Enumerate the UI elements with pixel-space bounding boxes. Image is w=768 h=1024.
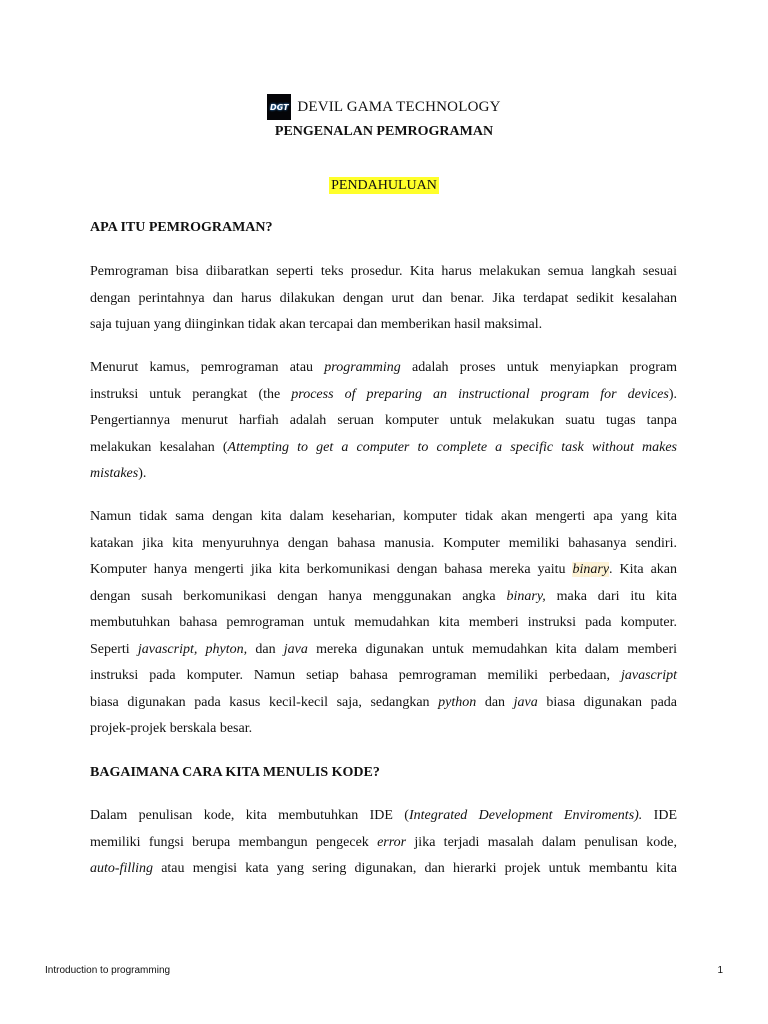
paragraph-line: Menurut kamus, pemrograman atau programming adalah proses untuk menyiapkan program: [90, 360, 678, 375]
paragraph-line: melakukan kesalahan (Attempting to get a computer to complete a specific task without makes: [90, 439, 678, 455]
paragraph-1: [90, 259, 677, 339]
paragraph-3: [90, 504, 677, 743]
paragraph-line: instruksi untuk perangkat (the process of preparing an instructional program for devices).: [90, 386, 678, 402]
paragraph-line: dengan susah berkomunikasi dengan hanya menggunakan angka binary, maka dari itu kita: [90, 588, 678, 604]
heading-apa-itu: APA ITU PEMROGRAMAN?: [90, 220, 273, 235]
paragraph-line: Pemrograman bisa diibaratkan seperti teks prosedur. Kita harus melakukan semua langkah sesuai: [90, 264, 677, 279]
paragraph-line: katakan jika kita menyuruhnya dengan bahasa manusia. Komputer memiliki bahasanya sendiri.: [90, 535, 677, 551]
paragraph-line: membutuhkan bahasa pemrograman untuk memudahkan kita memberi instruksi pada komputer.: [90, 615, 677, 630]
company-name: DEVIL GAMA TECHNOLOGY: [297, 98, 501, 115]
paragraph-line: mistakes).: [90, 466, 147, 481]
paragraph-line: saja tujuan yang diinginkan tidak akan tercapai dan memberikan hasil maksimal.: [90, 317, 543, 332]
logo-text: DGT: [270, 102, 289, 112]
section-label: [0, 178, 768, 194]
paragraph-line: Seperti javascript, phyton, dan java mereka digunakan untuk memudahkan kita dalam memberi: [90, 641, 678, 657]
paragraph-line: instruksi pada komputer. Namun setiap bahasa pemrograman memiliki perbedaan, javascript: [90, 668, 677, 683]
section-label-text: PENDAHULUAN: [331, 178, 437, 193]
document-header: [0, 94, 768, 120]
paragraph-2: [90, 355, 677, 488]
page-number: 1: [717, 965, 723, 976]
paragraph-line: memiliki fungsi berupa membangun pengecek error jika terjadi masalah dalam penulisan kode,: [90, 834, 677, 850]
document-title: PENGENALAN PEMROGRAMAN: [274, 124, 494, 139]
footer-title: Introduction to programming: [45, 965, 171, 976]
paragraph-line: projek-projek berskala besar.: [90, 721, 253, 736]
paragraph-line: Dalam penulisan kode, kita membutuhkan IDE (Integrated Development Enviroments). IDE: [90, 808, 678, 823]
paragraph-4: [90, 803, 677, 883]
paragraph-line: Namun tidak sama dengan kita dalam keseharian, komputer tidak akan mengerti apa yang kita: [90, 509, 677, 524]
paragraph-line: dengan perintahnya dan harus dilakukan dengan urut dan benar. Jika terdapat sedikit kesalahan: [90, 290, 677, 306]
page-footer: [45, 965, 723, 976]
paragraph-line: biasa digunakan pada kasus kecil-kecil saja, sedangkan python dan java biasa digunakan pada: [90, 694, 678, 710]
heading-cara-menulis-kode: BAGAIMANA CARA KITA MENULIS KODE?: [90, 765, 380, 780]
paragraph-line: auto-filling atau mengisi kata yang sering digunakan, dan hierarki projek untuk membantu kita: [90, 861, 677, 876]
paragraph-line: Komputer hanya mengerti jika kita berkomunikasi dengan bahasa mereka yaitu binary. Kita akan: [90, 562, 678, 577]
company-logo: [267, 94, 291, 120]
paragraph-line: Pengertiannya menurut harfiah adalah seruan komputer untuk melakukan suatu tugas tanpa: [90, 413, 677, 428]
